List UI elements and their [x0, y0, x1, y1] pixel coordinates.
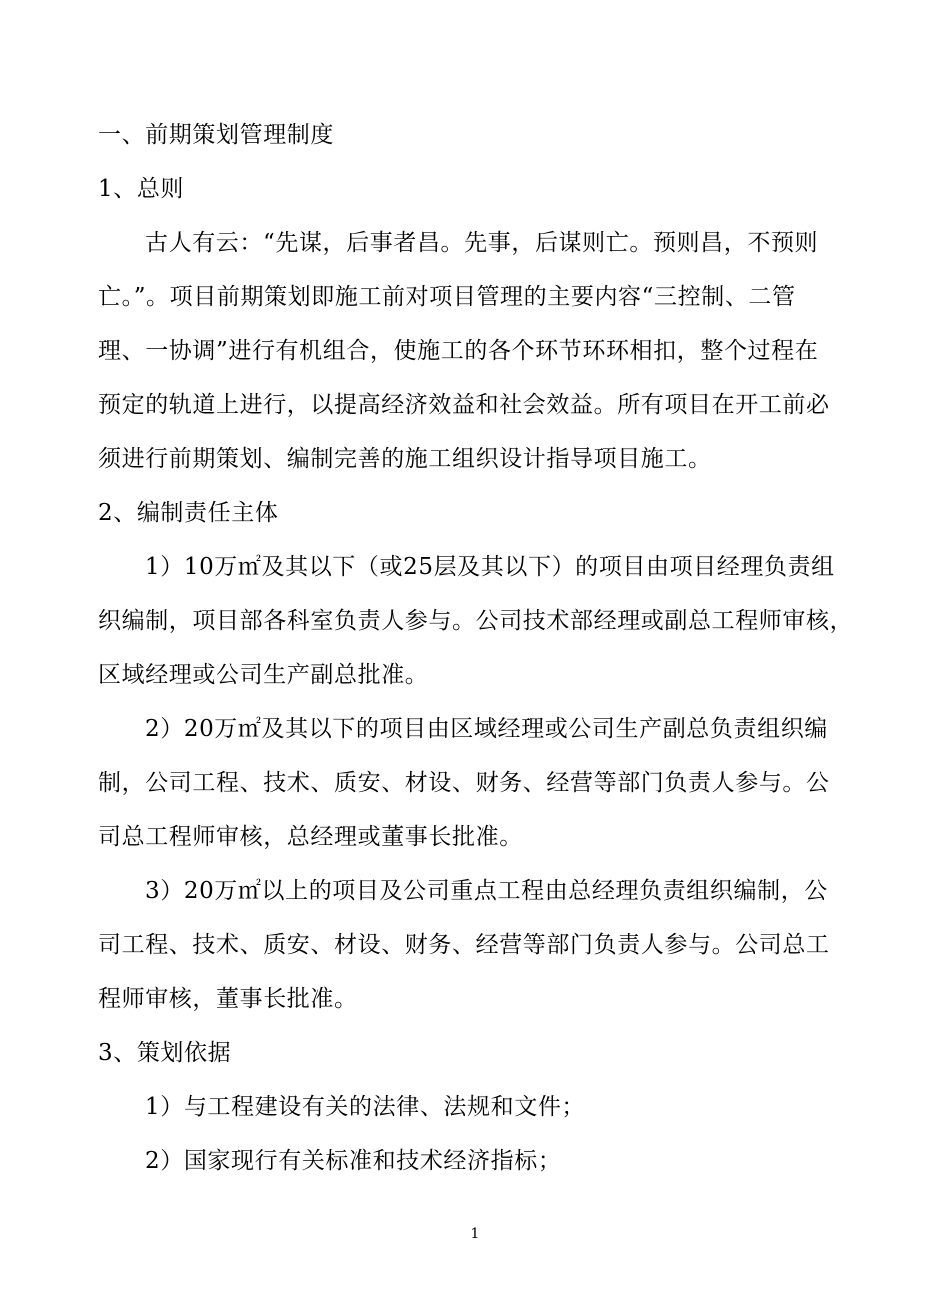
subsection-heading: 3、策划依据 — [98, 1040, 232, 1066]
list-item-line: 司工程、技术、质安、材设、财务、经营等部门负责人参与。公司总工 — [98, 932, 830, 958]
list-item-line: 2）20万㎡及其以下的项目由区域经理或公司生产副总负责组织编 — [145, 716, 828, 742]
subsection-heading: 2、编制责任主体 — [98, 500, 279, 526]
document-body — [98, 108, 858, 1188]
list-item-line: 区域经理或公司生产副总批准。 — [98, 662, 429, 688]
list-item-line: 织编制，项目部各科室负责人参与。公司技术部经理或副总工程师审核， — [98, 608, 854, 634]
list-item-line: 程师审核，董事长批准。 — [98, 986, 358, 1012]
list-item-line: 司总工程师审核，总经理或董事长批准。 — [98, 824, 523, 850]
list-item-line: 1）10万㎡及其以下（或25层及其以下）的项目由项目经理负责组 — [145, 554, 835, 580]
list-item-line: 制，公司工程、技术、质安、材设、财务、经营等部门负责人参与。公 — [98, 770, 830, 796]
list-item-line: 1）与工程建设有关的法律、法规和文件； — [145, 1094, 586, 1120]
section-heading: 一、前期策划管理制度 — [98, 122, 334, 148]
paragraph-line: 预定的轨道上进行，以提高经济效益和社会效益。所有项目在开工前必 — [98, 392, 830, 418]
page-number: 1 — [470, 1226, 480, 1242]
paragraph-line: 须进行前期策划、编制完善的施工组织设计指导项目施工。 — [98, 446, 712, 472]
list-item-line: 2）国家现行有关标准和技术经济指标； — [145, 1148, 562, 1174]
subsection-heading: 1、总则 — [98, 176, 185, 202]
paragraph-line: 古人有云：“先谋，后事者昌。先事，后谋则亡。预则昌，不预则 — [145, 230, 819, 256]
list-item-line: 3）20万㎡以上的项目及公司重点工程由总经理负责组织编制，公 — [145, 878, 828, 904]
paragraph-line: 亡。”。项目前期策划即施工前对项目管理的主要内容“三控制、二管 — [98, 284, 796, 310]
paragraph-line: 理、一协调”进行有机组合，使施工的各个环节环环相扣，整个过程在 — [98, 338, 819, 364]
